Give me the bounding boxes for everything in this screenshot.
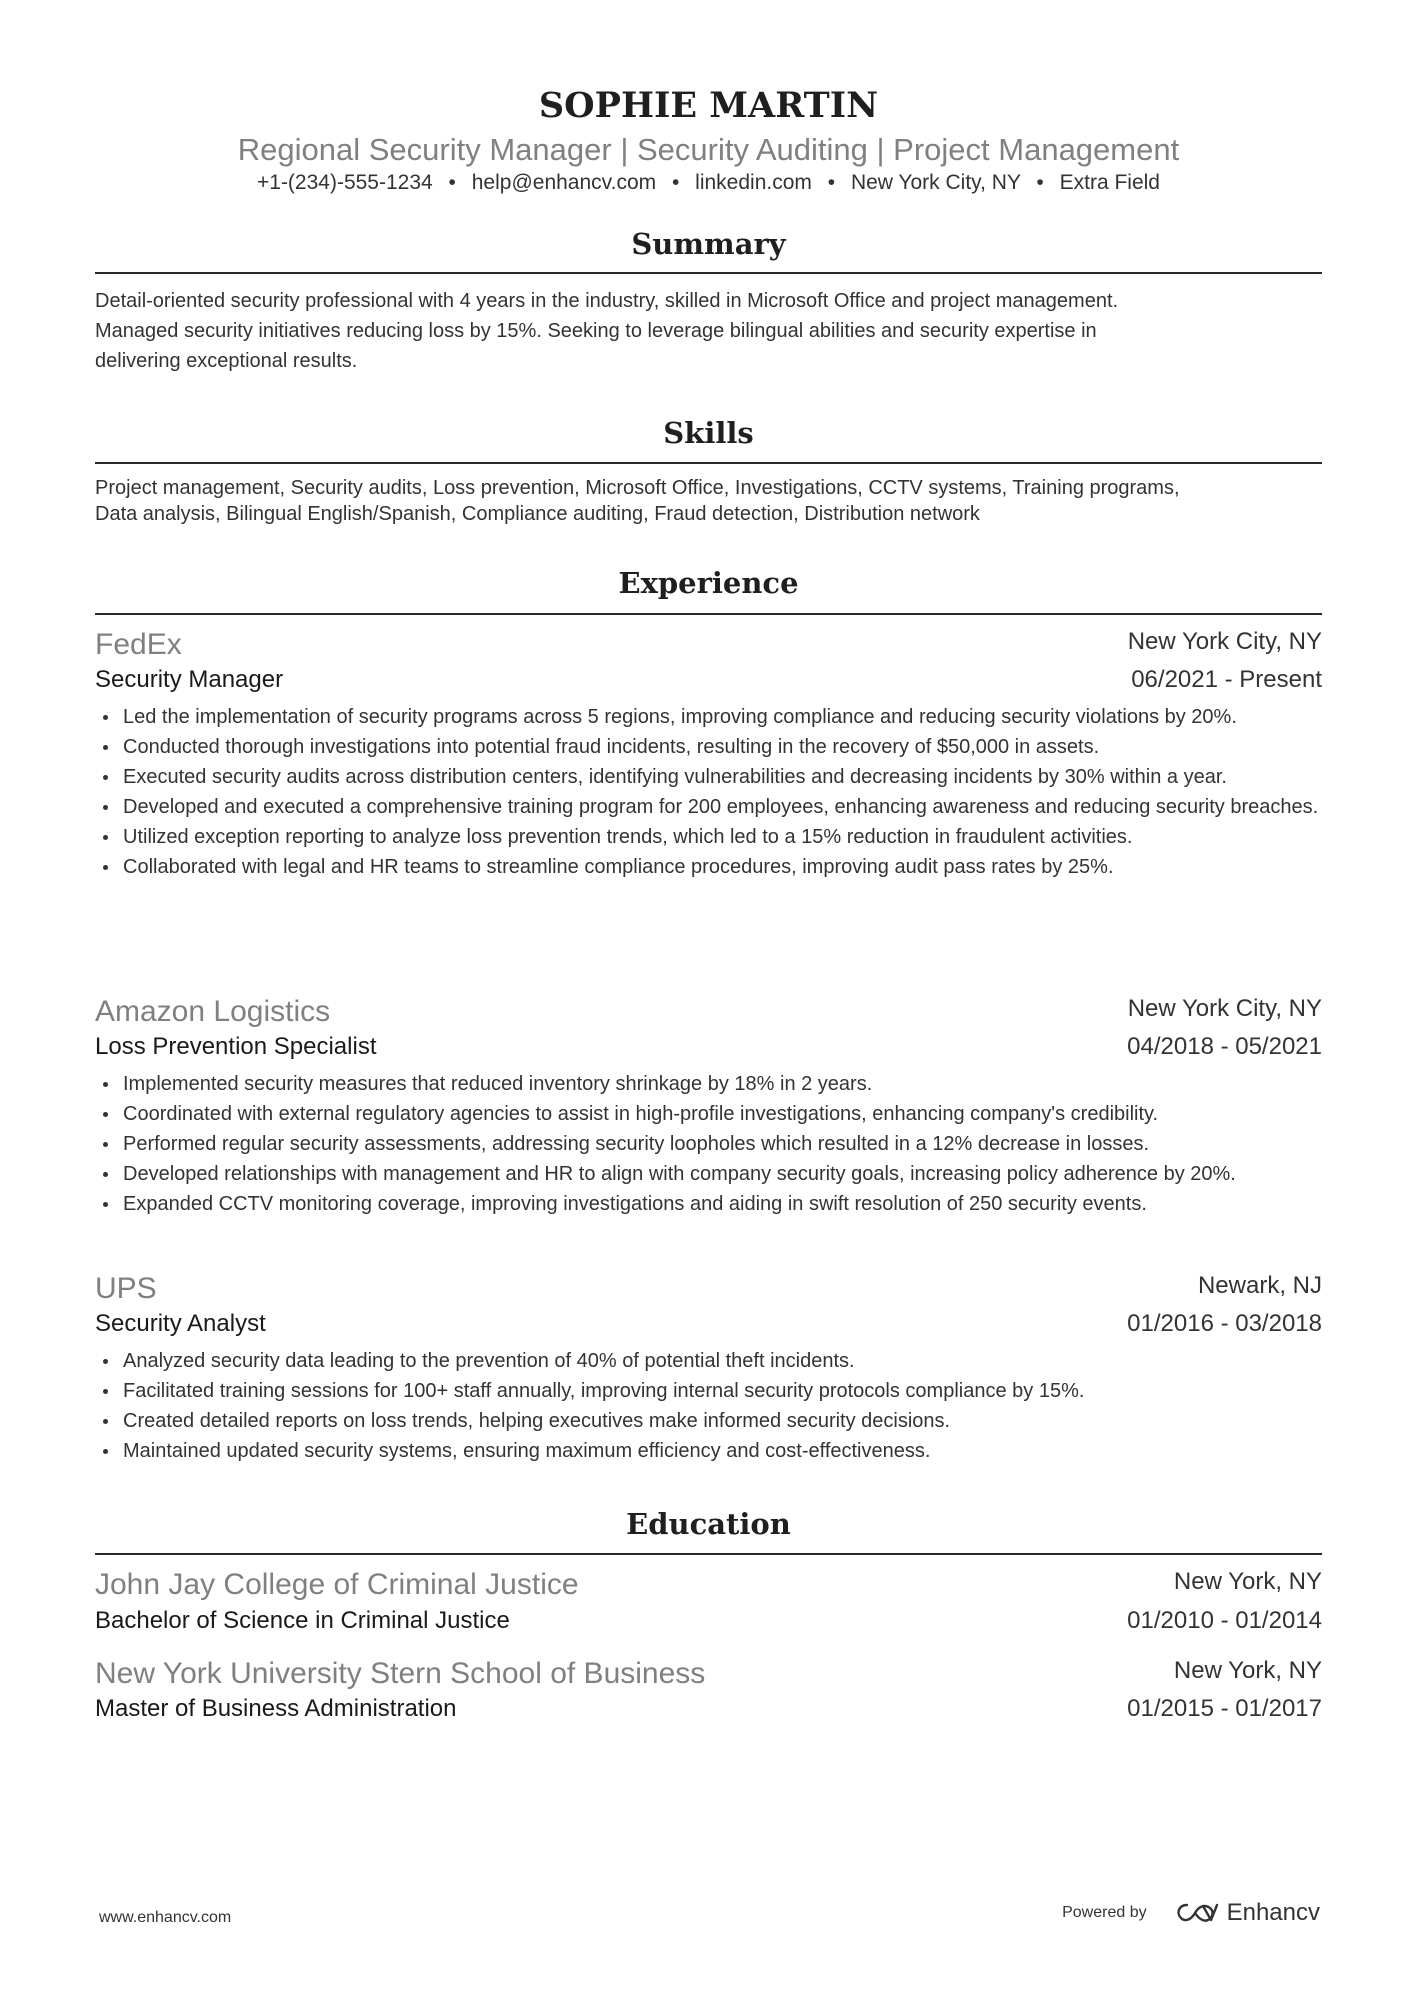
list-item: Maintained updated security systems, ensuring maximum efficiency and cost-effectiveness. [95, 1436, 1322, 1466]
job-bullets [95, 1346, 1322, 1466]
skills-line: Data analysis, Bilingual English/Spanish, Compliance auditing, Fraud detection, Distribution network [95, 503, 980, 525]
contact-email[interactable]: help@enhancv.com [471, 171, 657, 194]
job-dates: 01/2016 - 03/2018 [1127, 1310, 1322, 1337]
list-item: Analyzed security data leading to the prevention of 40% of potential theft incidents. [95, 1346, 1322, 1376]
footer-website-link[interactable]: www.enhancv.com [99, 1909, 232, 1926]
section-heading-skills: Skills [663, 416, 754, 450]
job-role: Loss Prevention Specialist [95, 1033, 377, 1060]
job-role: Security Manager [95, 666, 284, 693]
list-item: Executed security audits across distribution centers, identifying vulnerabilities and decreasing incidents by 30% within a year. [95, 762, 1322, 792]
skills-line: Project management, Security audits, Loss prevention, Microsoft Office, Investigations, CCTV systems, Training programs, [95, 477, 1180, 499]
school-name: New York University Stern School of Business [95, 1657, 706, 1690]
enhancv-logo[interactable] [1173, 1899, 1320, 1927]
list-item: Implemented security measures that reduced inventory shrinkage by 18% in 2 years. [95, 1069, 1322, 1099]
contact-separator: • [1036, 171, 1044, 194]
section-divider [95, 272, 1322, 274]
job-location: New York City, NY [1127, 628, 1322, 655]
summary-line: Managed security initiatives reducing loss by 15%. Seeking to leverage bilingual abilities and security expertise in [95, 320, 1097, 342]
list-item: Created detailed reports on loss trends, helping executives make informed security decisions. [95, 1406, 1322, 1436]
list-item: Collaborated with legal and HR teams to streamline compliance procedures, improving audit pass rates by 25%. [95, 852, 1322, 882]
section-heading-summary: Summary [631, 227, 786, 261]
summary-line: delivering exceptional results. [95, 350, 358, 372]
contact-linkedin[interactable]: linkedin.com [695, 171, 812, 194]
contact-phone: +1-(234)-555-1234 [257, 171, 433, 194]
school-degree: Master of Business Administration [95, 1695, 457, 1722]
enhancv-logo-icon [1173, 1901, 1219, 1925]
contact-location: New York City, NY [850, 171, 1021, 194]
list-item: Facilitated training sessions for 100+ staff annually, improving internal security protocols compliance by 15%. [95, 1376, 1322, 1406]
powered-by-label: Powered by [1062, 1904, 1147, 1921]
list-item: Conducted thorough investigations into potential fraud incidents, resulting in the recovery of $50,000 in assets. [95, 732, 1322, 762]
list-item: Developed and executed a comprehensive training program for 200 employees, enhancing awareness and reducing security breaches. [95, 792, 1322, 822]
school-location: New York, NY [1173, 1657, 1322, 1684]
contact-line [95, 169, 1322, 197]
skills-text [95, 475, 1322, 527]
list-item: Performed regular security assessments, addressing security loopholes which resulted in a 12% decrease in losses. [95, 1129, 1322, 1159]
job-bullets [95, 702, 1322, 882]
section-heading-education: Education [626, 1507, 791, 1541]
job-dates: 06/2021 - Present [1131, 666, 1322, 693]
list-item: Developed relationships with management and HR to align with company security goals, increasing policy adherence by 20%. [95, 1159, 1322, 1189]
summary-line: Detail-oriented security professional with 4 years in the industry, skilled in Microsoft Office and project management. [95, 290, 1119, 312]
contact-separator: • [448, 171, 456, 194]
candidate-title: Regional Security Manager | Security Auditing | Project Management [237, 132, 1180, 167]
job-company: UPS [95, 1272, 157, 1305]
school-dates: 01/2015 - 01/2017 [1127, 1695, 1322, 1722]
section-divider [95, 462, 1322, 464]
section-divider [95, 613, 1322, 615]
school-degree: Bachelor of Science in Criminal Justice [95, 1607, 510, 1634]
school-location: New York, NY [1173, 1568, 1322, 1595]
school-name: John Jay College of Criminal Justice [95, 1568, 579, 1601]
contact-extra-field: Extra Field [1059, 171, 1160, 194]
job-dates: 04/2018 - 05/2021 [1127, 1033, 1322, 1060]
job-bullets [95, 1069, 1322, 1219]
section-divider [95, 1553, 1322, 1555]
job-company: Amazon Logistics [95, 995, 331, 1028]
contact-separator: • [671, 171, 680, 194]
job-role: Security Analyst [95, 1310, 266, 1337]
list-item: Coordinated with external regulatory agencies to assist in high-profile investigations, enhancing company's credibility. [95, 1099, 1322, 1129]
job-location: Newark, NJ [1197, 1272, 1322, 1299]
footer-branding [1062, 1899, 1320, 1927]
job-company: FedEx [95, 628, 182, 661]
contact-separator: • [827, 171, 836, 194]
summary-text [95, 286, 1322, 376]
job-location: New York City, NY [1127, 995, 1322, 1022]
list-item: Expanded CCTV monitoring coverage, improving investigations and aiding in swift resolution of 250 security events. [95, 1189, 1322, 1219]
enhancv-logo-text: Enhancv [1226, 1899, 1320, 1926]
list-item: Led the implementation of security programs across 5 regions, improving compliance and reducing security violations by 20%. [95, 702, 1322, 732]
candidate-name: SOPHIE MARTIN [538, 85, 879, 126]
school-dates: 01/2010 - 01/2014 [1127, 1607, 1322, 1634]
section-heading-experience: Experience [618, 566, 799, 600]
list-item: Utilized exception reporting to analyze loss prevention trends, which led to a 15% reduction in fraudulent activities. [95, 822, 1322, 852]
